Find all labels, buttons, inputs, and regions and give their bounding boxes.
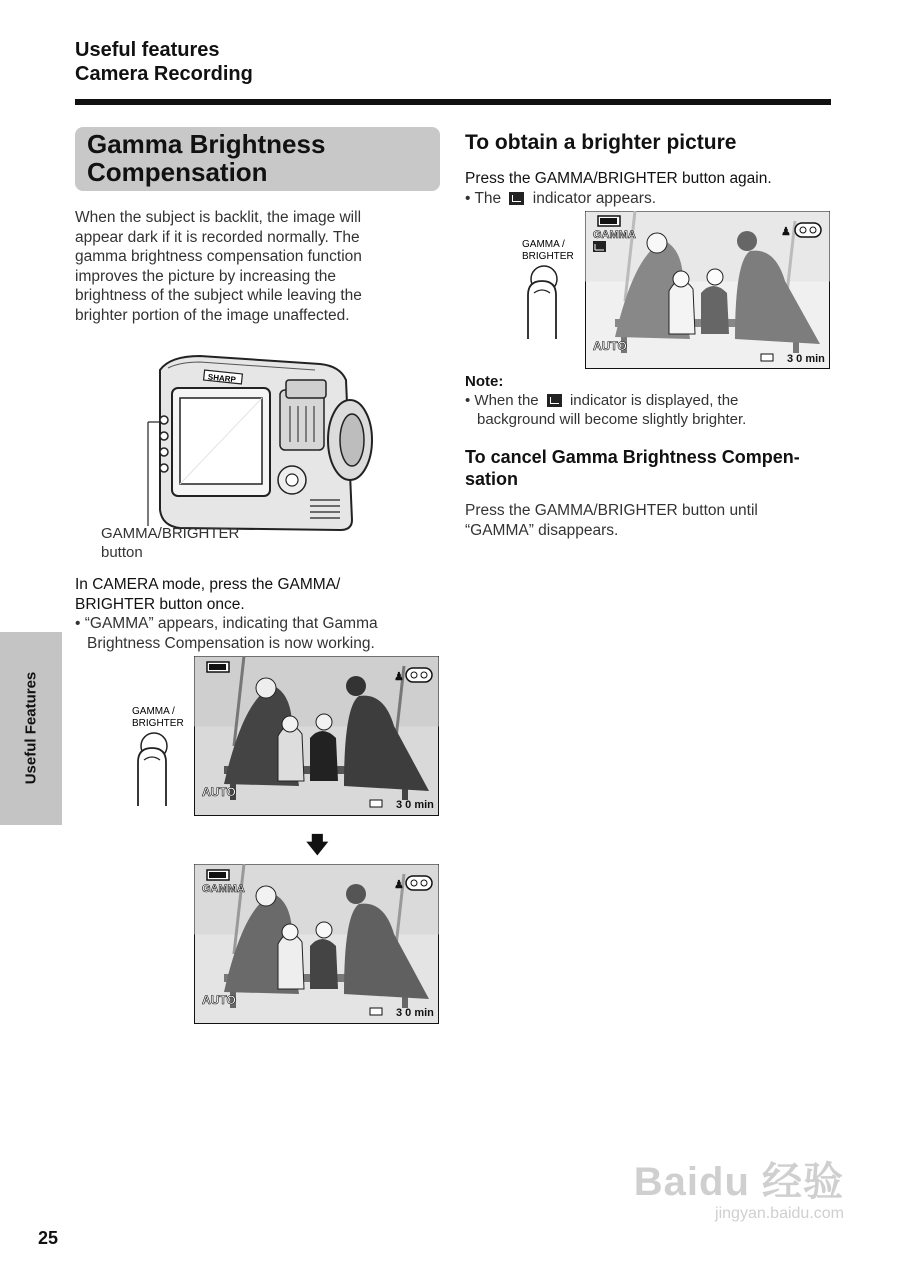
button-press-illustration-1 (120, 700, 190, 810)
osd-gamma: GAMMA (202, 883, 245, 895)
svg-text:AUTO: AUTO (593, 339, 627, 353)
page-number: 25 (38, 1228, 59, 1248)
svg-text:BRIGHTER: BRIGHTER (132, 718, 184, 729)
brighter-heading: To obtain a brighter picture (465, 131, 737, 154)
osd-auto: AUTO (202, 785, 236, 799)
brighter-instruction: Press the GAMMA/BRIGHTER button again. (465, 170, 772, 187)
svg-text:GAMMA /: GAMMA / (522, 239, 565, 250)
chapter-subtitle: Camera Recording (75, 63, 253, 85)
header-rule (75, 99, 831, 105)
svg-text:♟: ♟ (781, 226, 791, 238)
svg-text:♟: ♟ (394, 671, 404, 683)
note-label: Note: (465, 373, 504, 390)
osd-time: 3 0 min (396, 799, 434, 811)
note-text: • When the indicator is displayed, the background will become slightly brighter. (465, 392, 747, 428)
svg-text:BRIGHTER: BRIGHTER (522, 251, 574, 262)
brighter-indicator-icon (547, 394, 562, 407)
chapter-title: Useful features (75, 39, 220, 61)
svg-text:GAMMA /: GAMMA / (132, 706, 175, 717)
brighter-bullet: • The indicator appears. (465, 190, 657, 207)
cancel-instruction: Press the GAMMA/BRIGHTER button until “GAMMA” disappears. (465, 502, 758, 539)
viewfinder-screen-normal (194, 656, 439, 816)
step-bullet: • “GAMMA” appears, indicating that Gamma Brightness Compensation is now working. (75, 615, 378, 652)
watermark: Baidu 经验 jingyan.baidu.com (633, 1160, 844, 1222)
camera-callout: GAMMA/BRIGHTER button (101, 525, 240, 561)
viewfinder-screen-gamma (194, 864, 439, 1024)
camcorder-illustration (140, 350, 380, 540)
button-press-illustration-2 (510, 233, 580, 343)
step-instruction: In CAMERA mode, press the GAMMA/ BRIGHTER button once. (75, 576, 341, 613)
viewfinder-screen-brighter (585, 211, 830, 369)
arrow-down-icon: 🡇 (306, 832, 329, 857)
section-title: Gamma Brightness Compensation (87, 129, 326, 187)
svg-text:3 0 min: 3 0 min (396, 1007, 434, 1019)
cancel-heading: To cancel Gamma Brightness Compen- sation (465, 447, 800, 489)
side-tab-label: Useful Features (22, 671, 40, 785)
intro-paragraph: When the subject is backlit, the image will appear dark if it is recorded normally. The gamma brightness compensation function improves the picture by increasing the brightness of the subject while leaving the brighter portion of the image unaffected. (75, 209, 362, 324)
svg-text:3 0 min: 3 0 min (787, 353, 825, 365)
chapter-header (75, 38, 253, 86)
svg-text:AUTO: AUTO (202, 993, 236, 1007)
camera-brand: SHARP (207, 372, 237, 385)
svg-text:GAMMA: GAMMA (593, 229, 636, 241)
svg-text:♟: ♟ (394, 879, 404, 891)
brighter-indicator-icon (509, 192, 524, 205)
